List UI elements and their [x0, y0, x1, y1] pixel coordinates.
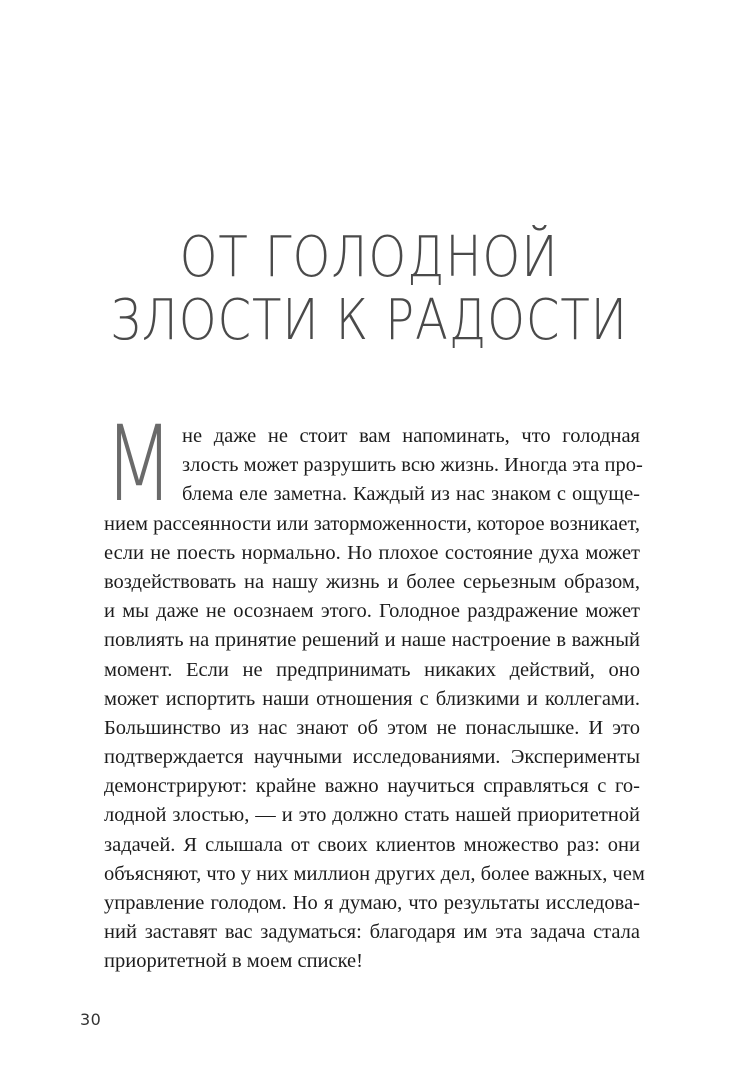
paragraph-line: если не поесть нормально. Но плохое состояние духа может	[104, 541, 640, 564]
paragraph-line: блема еле заметна. Каждый из нас знаком с ощуще-	[182, 483, 640, 506]
drop-cap-letter: М	[104, 403, 174, 525]
paragraph-line: задачей. Я слышала от своих клиентов множество раз: они	[104, 833, 640, 856]
paragraph-line: подтверждается научными исследованиями. Эксперименты	[104, 746, 640, 769]
chapter-title-line-1: ОТ ГОЛОДНОЙ	[179, 225, 559, 290]
paragraph-line: ний заставят вас задуматься: благодаря им эта задача стала	[104, 921, 640, 944]
paragraph-line: воздействовать на нашу жизнь и более серьезным образом,	[104, 570, 640, 593]
body-paragraph	[104, 422, 645, 977]
chapter-title	[0, 226, 738, 352]
paragraph-line: и мы даже не осознаем этого. Голодное раздражение может	[104, 600, 640, 623]
paragraph-line: повлиять на принятие решений и наше настроение в важный	[104, 629, 640, 652]
paragraph-line: не даже не стоит вам напоминать, что голодная	[182, 425, 640, 447]
paragraph-line: управление голодом. Но я думаю, что результаты исследова-	[104, 892, 640, 914]
paragraph-line: демонстрируют: крайне важно научиться справляться с го-	[104, 775, 640, 798]
page-number: 30	[80, 1010, 102, 1029]
paragraph-line: злость может разрушить всю жизнь. Иногда эта про-	[182, 454, 643, 477]
chapter-title-line-2: ЗЛОСТИ К РАДОСТИ	[110, 288, 628, 353]
paragraph-line: лодной злостью, — и это должно стать нашей приоритетной	[104, 804, 640, 827]
paragraph-line: объясняют, что у них миллион других дел, более важных, чем	[104, 862, 645, 885]
paragraph-line: момент. Если не предпринимать никаких действий, оно	[104, 658, 640, 681]
paragraph-line: может испортить наши отношения с близкими и коллегами.	[104, 687, 640, 710]
paragraph-line: Большинство из нас знают об этом не понаслышке. И это	[104, 716, 640, 739]
paragraph-line: приоритетной в моем списке!	[104, 950, 363, 973]
paragraph-line: нием рассеянности или заторможенности, которое возникает,	[104, 512, 640, 535]
